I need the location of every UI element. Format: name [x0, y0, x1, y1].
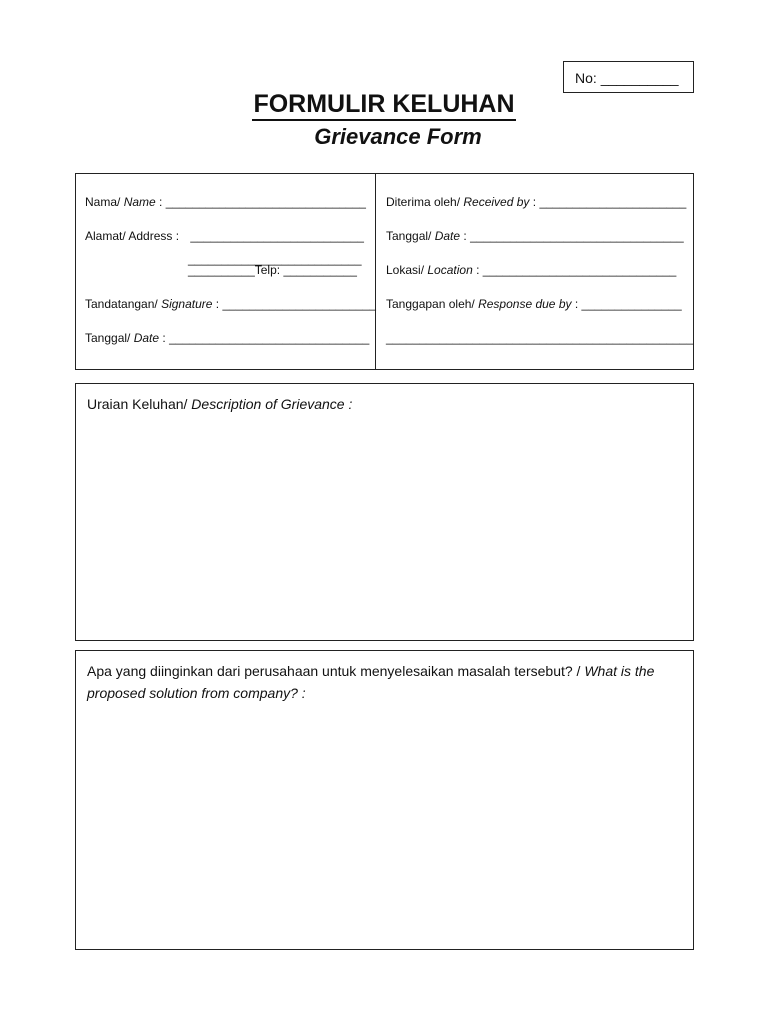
solution-box[interactable]	[75, 650, 694, 950]
date-right-input-line[interactable]: ________________________________	[470, 229, 684, 243]
response-sep: :	[571, 297, 579, 311]
date-sep: :	[159, 331, 166, 345]
location-sep: :	[472, 263, 480, 277]
received-input-line[interactable]: ______________________	[539, 195, 687, 209]
page-subtitle: Grievance Form	[314, 124, 482, 149]
solution-label-en: What is the proposed solution from company? :	[87, 663, 655, 701]
form-number-label: No:	[575, 70, 597, 86]
solution-label-id: Apa yang diinginkan dari perusahaan untuk menyelesaikan masalah tersebut? /	[87, 663, 581, 679]
date-field-right[interactable]	[386, 229, 684, 243]
received-sep: :	[529, 195, 537, 209]
info-section	[75, 173, 694, 370]
address-field[interactable]	[85, 229, 364, 243]
description-label	[87, 393, 677, 415]
date-input-line[interactable]: ______________________________	[169, 331, 370, 345]
telp-label: Telp:	[254, 263, 281, 277]
page-title-container	[0, 90, 768, 121]
telp-input-line[interactable]: ___________	[283, 263, 357, 277]
date-field-left[interactable]	[85, 331, 369, 345]
location-field[interactable]	[386, 263, 676, 277]
name-input-line[interactable]: ______________________________	[165, 195, 366, 209]
date-label-id: Tanggal/	[85, 331, 131, 345]
location-input-line[interactable]: _____________________________	[482, 263, 677, 277]
date-right-label-id: Tanggal/	[386, 229, 432, 243]
response-due-field[interactable]	[386, 297, 682, 311]
location-label-en: Location	[427, 263, 473, 277]
form-number-field[interactable]: __________	[600, 70, 679, 86]
signature-field[interactable]	[85, 297, 376, 311]
address-label: Alamat/ Address :	[85, 229, 180, 243]
description-box[interactable]	[75, 383, 694, 641]
form-number-box	[563, 61, 694, 93]
column-divider	[375, 174, 376, 369]
received-label-en: Received by	[463, 195, 530, 209]
solution-label	[87, 660, 677, 704]
address-input-line[interactable]: __________________________	[190, 229, 364, 243]
response-label-id: Tanggapan oleh/	[386, 297, 475, 311]
response-input-line[interactable]: _______________	[581, 297, 682, 311]
name-label-en: Name	[123, 195, 156, 209]
signature-label-id: Tandatangan/	[85, 297, 158, 311]
signature-sep: :	[212, 297, 220, 311]
description-label-en: Description of Grievance :	[191, 396, 353, 412]
address-input-line-3[interactable]: __________	[188, 263, 255, 277]
address-line-2[interactable]: __________________________	[188, 252, 362, 266]
signature-input-line[interactable]: _______________________	[222, 297, 376, 311]
received-by-field[interactable]	[386, 195, 686, 209]
address-line-3[interactable]	[188, 263, 357, 277]
received-label-id: Diterima oleh/	[386, 195, 461, 209]
extra-line[interactable]: ______________________________________________	[386, 331, 693, 345]
location-label-id: Lokasi/	[386, 263, 425, 277]
date-right-sep: :	[460, 229, 467, 243]
name-sep: :	[155, 195, 163, 209]
page-title: FORMULIR KELUHAN	[252, 90, 515, 121]
signature-label-en: Signature	[161, 297, 213, 311]
date-right-label-en: Date	[434, 229, 461, 243]
date-label-en: Date	[133, 331, 160, 345]
name-label-id: Nama/	[85, 195, 121, 209]
name-field[interactable]	[85, 195, 366, 209]
response-label-en: Response due by	[478, 297, 572, 311]
description-label-id: Uraian Keluhan/	[87, 396, 188, 412]
